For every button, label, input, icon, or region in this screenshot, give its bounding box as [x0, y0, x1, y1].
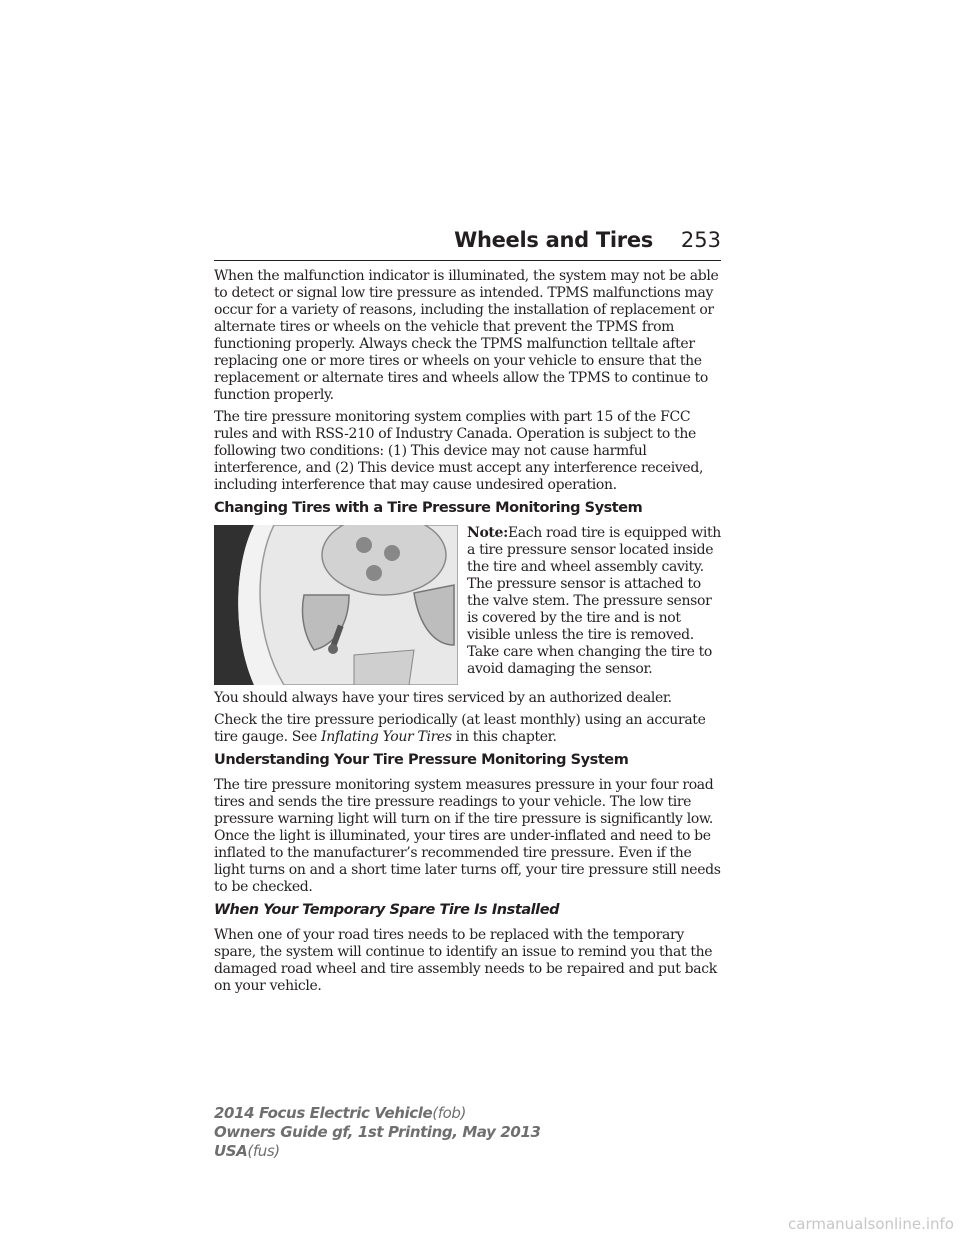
wheel-illustration-svg [214, 525, 458, 685]
figure-note-block [214, 525, 724, 685]
sensor-note [467, 525, 723, 685]
page-number: 253 [680, 228, 721, 252]
note-text: Each road tire is equipped with a tire pressure sensor located inside the tire and wheel assembly cavity. The pressure sensor is attached to the valve stem. The pressure sensor is covered by the tire and is not visible unless the tire is removed. Take care when changing the tire to avoid damaging the sensor. [467, 525, 721, 677]
paragraph-authorized-dealer: You should always have your tires serviced by an authorized dealer. [214, 690, 672, 706]
paragraph-check-pressure [214, 712, 724, 746]
page-content [214, 268, 724, 1000]
section-title: Wheels and Tires [454, 228, 653, 252]
paragraph-tpms-overview: The tire pressure monitoring system measures pressure in your four road tires and sends the tire pressure readings to your vehicle. The low tire pressure warning light will turn on if the tire pressure is significantly low. Once the light is illuminated, your tires are under-inflated and need to be inflated to the manufacturer’s recommended tire pressure. Even if the light turns on and a short time later turns off, your tire pressure still needs to be checked. [214, 777, 721, 895]
footer-market-code: (fus) [247, 1142, 280, 1160]
footer-vehicle: 2014 Focus Electric Vehicle [214, 1104, 433, 1122]
paragraph-tpms-malfunction: When the malfunction indicator is illuminated, the system may not be able to detect or signal low tire pressure as intended. TPMS malfunctions may occur for a variety of reasons, including the installation of replacement or alternate tires or wheels on the vehicle that prevent the TPMS from functioning properly. Always check the TPMS malfunction telltale after replacing one or more tires or wheels on your vehicle to ensure that the replacement or alternate tires and wheels allow the TPMS to continue to function properly. [214, 268, 719, 403]
footer-line-1 [214, 1104, 541, 1123]
heading-understanding-tpms: Understanding Your Tire Pressure Monitoring System [214, 752, 629, 768]
note-label: Note: [467, 525, 508, 541]
check-pressure-text: Check the tire pressure periodically (at least monthly) using an accurate tire gauge. See [214, 712, 706, 745]
inflating-tires-reference: Inflating Your Tires [321, 729, 452, 745]
watermark-text: carmanualsonline.info [788, 1215, 954, 1233]
footer-line-2: Owners Guide gf, 1st Printing, May 2013 [214, 1123, 541, 1141]
heading-temporary-spare: When Your Temporary Spare Tire Is Installed [214, 902, 560, 918]
footer-market: USA [214, 1142, 248, 1160]
wheel-valve-stem-illustration [214, 525, 458, 685]
footer-line-3 [214, 1142, 541, 1161]
heading-changing-tires: Changing Tires with a Tire Pressure Monitoring System [214, 500, 643, 516]
page-header [214, 228, 721, 262]
footer-vehicle-code: (fob) [432, 1104, 466, 1122]
paragraph-temporary-spare: When one of your road tires needs to be replaced with the temporary spare, the system will continue to identify an issue to remind you that the damaged road wheel and tire assembly needs to be repaired and put back on your vehicle. [214, 927, 717, 994]
page-footer [214, 1104, 541, 1161]
paragraph-fcc-compliance: The tire pressure monitoring system complies with part 15 of the FCC rules and with RSS-210 of Industry Canada. Operation is subject to the following two conditions: (1) This device may not cause harmful interference, and (2) This device must accept any interference received, including interference that may cause undesired operation. [214, 409, 704, 493]
header-divider [214, 260, 721, 261]
check-pressure-text-end: in this chapter. [451, 729, 557, 745]
